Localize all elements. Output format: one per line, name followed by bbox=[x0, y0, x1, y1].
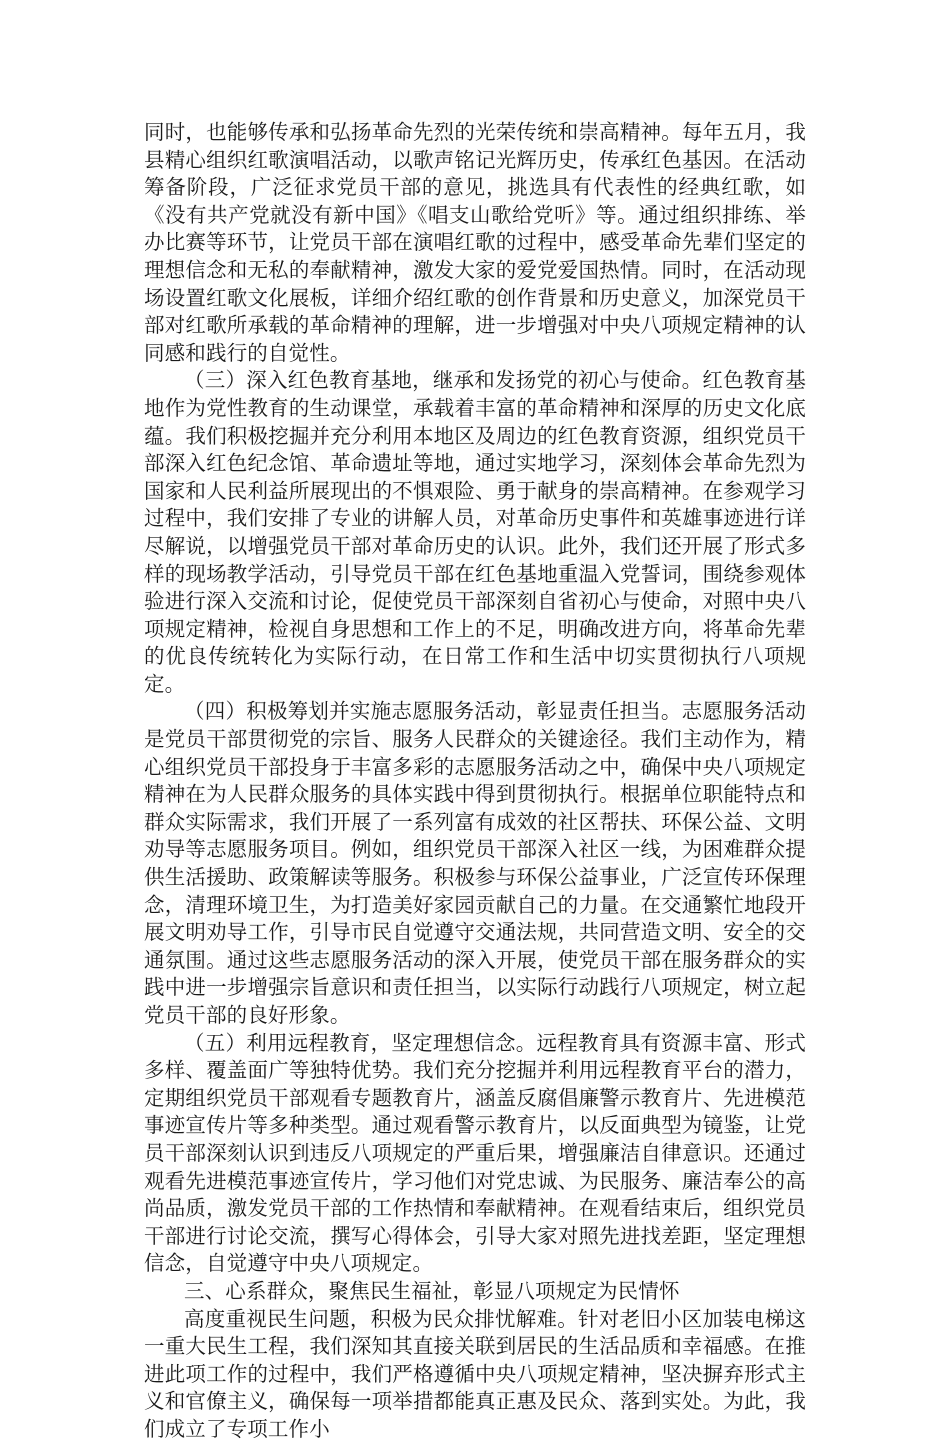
section-heading-livelihood: 三、心系群众，聚焦民生福祉，彰显八项规定为民情怀 bbox=[184, 1278, 680, 1303]
paragraph-remote-education: （五）利用远程教育，坚定理想信念。远程教育具有资源丰富、形式多样、覆盖面广等独特优势。我们充分挖掘并利用远程教育平台的潜力，定期组织党员干部观看专题教育片，涵盖反腐倡廉警示教育片、先进模范事迹宣传片等多种类型。通过观看警示教育片，以反面典型为镜鉴，让党员干部深刻认识到违反八项规定的严重后果，增强廉洁自律意识。还通过观看先进模范事迹宣传片，学习他们对党忠诚、为民服务、廉洁奉公的高尚品质，激发党员干部的工作热情和奉献精神。在观看结束后，组织党员干部进行讨论交流，撰写心得体会，引导大家对照先进找差距，坚定理想信念，自觉遵守中央八项规定。 bbox=[144, 1030, 806, 1276]
document-body bbox=[144, 119, 806, 1444]
paragraph-red-education-base: （三）深入红色教育基地，继承和发扬党的初心与使命。红色教育基地作为党性教育的生动课堂，承载着丰富的革命精神和深厚的历史文化底蕴。我们积极挖掘并充分利用本地区及周边的红色教育资源，组织党员干部深入红色纪念馆、革命遗址等地，通过实地学习，深刻体会革命先烈为国家和人民利益所展现出的不惧艰险、勇于献身的崇高精神。在参观学习过程中，我们安排了专业的讲解人员，对革命历史事件和英雄事迹进行详尽解说，以增强党员干部对革命历史的认识。此外，我们还开展了形式多样的现场教学活动，引导党员干部在红色基地重温入党誓词，围绕参观体验进行深入交流和讨论，促使党员干部深刻自省初心与使命，对照中央八项规定精神，检视自身思想和工作上的不足，明确改进方向，将革命先辈的优良传统转化为实际行动，在日常工作和生活中切实贯彻执行八项规定。 bbox=[144, 368, 806, 696]
paragraph-red-song-activity: 同时，也能够传承和弘扬革命先烈的光荣传统和崇高精神。每年五月，我县精心组织红歌演唱活动，以歌声铭记光辉历史，传承红色基因。在活动筹备阶段，广泛征求党员干部的意见，挑选具有代表性的经典红歌，如《没有共产党就没有新中国》《唱支山歌给党听》等。通过组织排练、举办比赛等环节，让党员干部在演唱红歌的过程中，感受革命先辈们坚定的理想信念和无私的奉献精神，激发大家的爱党爱国热情。同时，在活动现场设置红歌文化展板，详细介绍红歌的创作背景和历史意义，加深党员干部对红歌所承载的革命精神的理解，进一步增强对中央八项规定精神的认同感和践行的自觉性。 bbox=[144, 120, 806, 365]
paragraph-volunteer-service: （四）积极筹划并实施志愿服务活动，彰显责任担当。志愿服务活动是党员干部贯彻党的宗旨、服务人民群众的关键途径。我们主动作为，精心组织党员干部投身于丰富多彩的志愿服务活动之中，确保中央八项规定精神在为人民群众服务的具体实践中得到贯彻执行。根据单位职能特点和群众实际需求，我们开展了一系列富有成效的社区帮扶、环保公益、文明劝导等志愿服务项目。例如，组织党员干部深入社区一线，为困难群众提供生活援助、政策解读等服务。积极参与环保公益事业，广泛宣传环保理念，清理环境卫生，为打造美好家园贡献自己的力量。在交通繁忙地段开展文明劝导工作，引导市民自觉遵守交通法规，共同营造文明、安全的交通氛围。通过这些志愿服务活动的深入开展，使党员干部在服务群众的实践中进一步增强宗旨意识和责任担当，以实际行动践行八项规定，树立起党员干部的良好形象。 bbox=[144, 699, 806, 1027]
paragraph-elevator-project: 高度重视民生问题，积极为民众排忧解难。针对老旧小区加装电梯这一重大民生工程，我们深知其直接关联到居民的生活品质和幸福感。在推进此项工作的过程中，我们严格遵循中央八项规定精神，坚决摒弃形式主义和官僚主义，确保每一项举措都能真正惠及民众、落到实处。为此，我们成立了专项工作小 bbox=[144, 1306, 806, 1441]
